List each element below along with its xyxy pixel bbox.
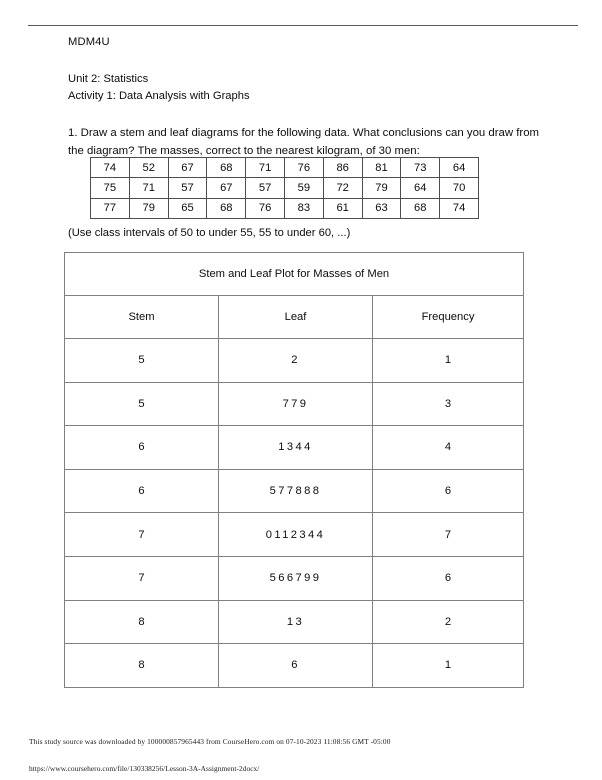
leaf-digits: 6 (291, 659, 300, 672)
frequency-cell: 6 (373, 469, 524, 513)
column-header-leaf: Leaf (219, 296, 373, 339)
assignment-meta (68, 71, 528, 104)
table-row (91, 158, 479, 178)
stem-cell: 5 (65, 382, 219, 426)
data-cell: 67 (168, 158, 207, 178)
data-cell: 72 (323, 178, 362, 198)
stem-cell: 7 (65, 556, 219, 600)
question-line-1: 1. Draw a stem and leaf diagrams for the following data. What conclusions can you draw from (68, 127, 540, 139)
document-body (68, 34, 540, 160)
table-row (65, 600, 524, 644)
data-cell: 75 (91, 178, 130, 198)
data-cell: 71 (129, 178, 168, 198)
leaf-cell (219, 382, 373, 426)
table-row (65, 513, 524, 557)
data-cell: 73 (401, 158, 440, 178)
stem-cell: 8 (65, 600, 219, 644)
column-header-stem: Stem (65, 296, 219, 339)
leaf-digits: 577888 (269, 485, 322, 498)
frequency-cell: 1 (373, 339, 524, 383)
table-row (91, 178, 479, 198)
stem-leaf-title: Stem and Leaf Plot for Masses of Men (65, 253, 524, 296)
data-cell: 70 (440, 178, 479, 198)
leaf-digits: 779 (282, 397, 309, 410)
data-cell: 68 (207, 198, 246, 218)
raw-data-body (91, 158, 479, 219)
data-cell: 79 (129, 198, 168, 218)
data-cell: 65 (168, 198, 207, 218)
data-cell: 52 (129, 158, 168, 178)
frequency-cell: 7 (373, 513, 524, 557)
header-rule (28, 25, 578, 26)
table-row (65, 339, 524, 383)
source-url[interactable]: https://www.coursehero.com/file/130338256/Lesson-3A-Assignment-2docx/ (29, 764, 260, 773)
data-cell: 86 (323, 158, 362, 178)
data-cell: 67 (207, 178, 246, 198)
data-cell: 71 (246, 158, 285, 178)
table-row (65, 469, 524, 513)
stem-leaf-header-row (65, 296, 524, 339)
table-row (65, 426, 524, 470)
leaf-cell (219, 426, 373, 470)
table-row (65, 556, 524, 600)
leaf-cell (219, 339, 373, 383)
activity-line: Activity 1: Data Analysis with Graphs (68, 89, 250, 102)
stem-and-leaf-body (65, 253, 524, 688)
leaf-cell (219, 513, 373, 557)
table-row (91, 198, 479, 218)
frequency-cell: 4 (373, 426, 524, 470)
data-cell: 83 (284, 198, 323, 218)
raw-data-table (90, 157, 479, 219)
stem-cell: 6 (65, 426, 219, 470)
stem-leaf-title-row (65, 253, 524, 296)
column-header-frequency: Frequency (373, 296, 524, 339)
question-line-2: the diagram? The masses, correct to the nearest kilogram, of 30 men: (68, 144, 420, 157)
data-cell: 81 (362, 158, 401, 178)
data-cell: 79 (362, 178, 401, 198)
data-cell: 76 (246, 198, 285, 218)
stem-cell: 6 (65, 469, 219, 513)
question-text (68, 125, 540, 160)
leaf-digits: 0112344 (265, 528, 326, 541)
data-cell: 76 (284, 158, 323, 178)
leaf-cell (219, 644, 373, 688)
stem-cell: 8 (65, 644, 219, 688)
leaf-digits: 1344 (278, 441, 313, 454)
data-cell: 74 (440, 198, 479, 218)
data-cell: 63 (362, 198, 401, 218)
leaf-cell (219, 469, 373, 513)
data-cell: 77 (91, 198, 130, 218)
stem-and-leaf-table (64, 252, 524, 688)
data-cell: 64 (440, 158, 479, 178)
course-code: MDM4U (68, 36, 110, 48)
frequency-cell: 1 (373, 644, 524, 688)
download-notice: This study source was downloaded by 100000857965443 from CourseHero.com on 07-10-2023 11:08:56 GMT -05:00 (29, 737, 391, 746)
data-cell: 68 (207, 158, 246, 178)
leaf-digits: 13 (286, 615, 305, 628)
data-cell: 57 (246, 178, 285, 198)
data-cell: 59 (284, 178, 323, 198)
frequency-cell: 6 (373, 556, 524, 600)
leaf-cell (219, 556, 373, 600)
leaf-cell (219, 600, 373, 644)
data-cell: 57 (168, 178, 207, 198)
leaf-digits: 566799 (269, 572, 322, 585)
stem-cell: 5 (65, 339, 219, 383)
class-interval-note: (Use class intervals of 50 to under 55, 55 to under 60, ...) (68, 227, 351, 239)
table-row (65, 644, 524, 688)
frequency-cell: 2 (373, 600, 524, 644)
frequency-cell: 3 (373, 382, 524, 426)
unit-line: Unit 2: Statistics (68, 73, 149, 85)
data-cell: 61 (323, 198, 362, 218)
data-cell: 68 (401, 198, 440, 218)
data-cell: 64 (401, 178, 440, 198)
leaf-digits: 2 (291, 354, 300, 367)
table-row (65, 382, 524, 426)
data-cell: 74 (91, 158, 130, 178)
stem-cell: 7 (65, 513, 219, 557)
